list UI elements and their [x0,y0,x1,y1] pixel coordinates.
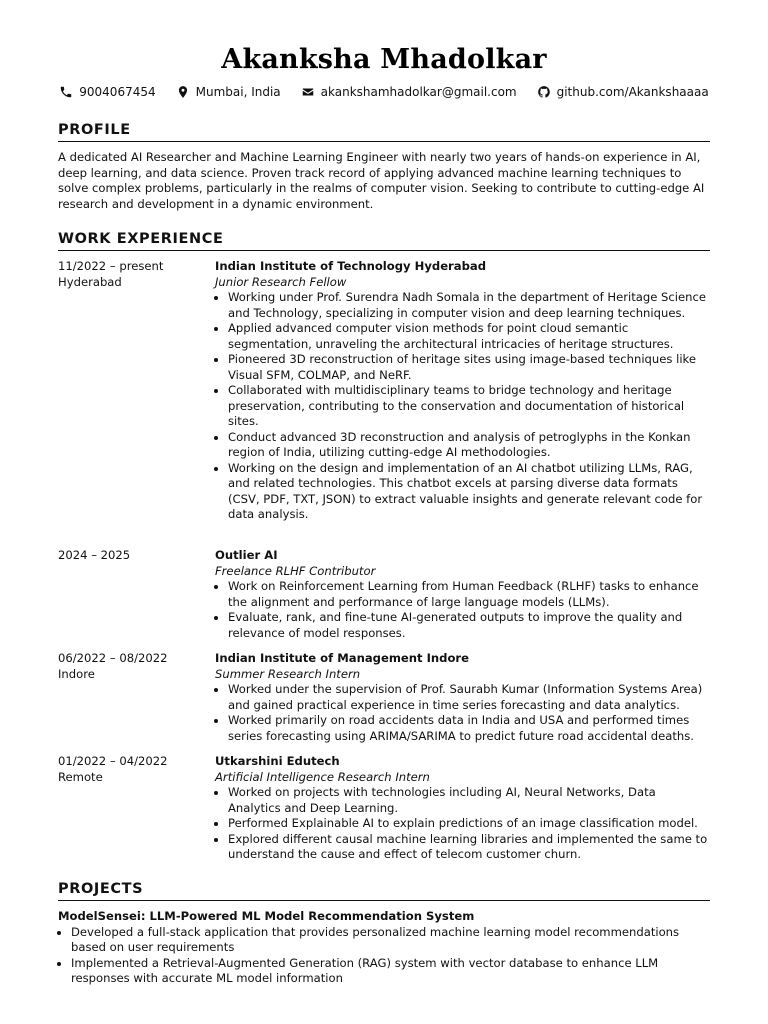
job-bullet: • Collaborated with multidisciplinary teams to bridge technology and heritage preservation, contributing to the conservation and documentation of historical sites. [228,383,710,430]
job-meta [58,548,215,641]
job-details [215,259,710,523]
job-bullet: • Worked under the supervision of Prof. Saurabh Kumar (Information Systems Area) and gained practical experience in time series forecasting and data analytics. [228,682,710,713]
section-title-projects: PROJECTS [58,880,710,901]
candidate-name: Akanksha Mhadolkar [221,44,547,75]
job-bullets [215,290,710,523]
job-organization: Indian Institute of Technology Hyderabad [215,259,487,273]
job-details [215,754,710,863]
job-organization: Utkarshini Edutech [215,754,340,768]
job-meta [58,651,215,744]
job-role: Summer Research Intern [215,666,361,681]
job-bullet: • Pioneered 3D reconstruction of heritage sites using image-based techniques like Visual SFM, COLMAP, and NeRF. [228,352,710,383]
project-bullet: • Developed a full-stack application that provides personalized machine learning model recommendations based on user requirements [71,925,710,956]
job-location: Remote [58,769,103,784]
job-entry [58,651,710,744]
profile-summary: A dedicated AI Researcher and Machine Learning Engineer with nearly two years of hands-on experience in AI, deep learning, and data science. Proven track record of applying advanced machine learning techniques to solve complex problems, particularly in the realms of computer vision. Seeking to contribute to cutting-edge AI research and development in a dynamic environment. [58,150,705,211]
github-icon [537,85,551,99]
job-dates: 2024 – 2025 [58,548,131,562]
job-meta [58,259,215,523]
job-bullets [215,785,710,863]
job-organization: Indian Institute of Management Indore [215,651,470,665]
project-bullets [58,925,710,987]
job-bullet: • Performed Explainable AI to explain predictions of an image classification model. [228,816,710,832]
job-entry [58,548,710,641]
job-bullet: • Worked primarily on road accidents data in India and USA and performed times series forecasting using ARIMA/SARIMA to predict future road accidental deaths. [228,713,710,744]
contact-email [301,84,517,100]
section-title-profile: PROFILE [58,121,710,142]
job-bullets [215,682,710,744]
job-bullet: • Worked on projects with technologies including AI, Neural Networks, Data Analytics and Deep Learning. [228,785,710,816]
location-text: Mumbai, India [195,85,281,99]
job-dates: 06/2022 – 08/2022 [58,651,168,665]
job-meta [58,754,215,863]
project-bullet: • Implemented a Retrieval-Augmented Generation (RAG) system with vector database to enhance LLM responses with accurate ML model information [71,956,710,987]
profile-section [58,121,710,212]
job-entry [58,259,710,523]
job-location: Hyderabad [58,274,122,289]
contact-location [176,84,281,100]
job-details [215,651,710,744]
email-link[interactable]: akankshamhadolkar@gmail.com [320,85,517,99]
job-bullet: • Working under Prof. Surendra Nadh Somala in the department of Heritage Science and Technology, specializing in computer vision and deep learning techniques. [228,290,710,321]
phone-icon [59,85,73,99]
envelope-icon [301,85,315,99]
project-title: ModelSensei: LLM-Powered ML Model Recommendation System [58,909,475,923]
contact-github [537,84,709,100]
job-role: Junior Research Fellow [215,274,347,289]
location-pin-icon [176,85,190,99]
job-location: Indore [58,666,95,681]
job-bullets [215,579,710,641]
job-organization: Outlier AI [215,548,278,562]
job-dates: 11/2022 – present [58,259,164,273]
job-role: Artificial Intelligence Research Intern [215,769,430,784]
projects-section [58,880,710,987]
job-details [215,548,710,641]
job-bullet: • Explored different causal machine learning libraries and implemented the same to understand the cause and effect of telecom customer churn. [228,832,710,863]
phone-number[interactable]: 9004067454 [79,85,156,99]
job-entry [58,754,710,863]
contact-phone [59,84,155,100]
work-experience-section [58,230,710,251]
job-bullet: • Evaluate, rank, and fine-tune AI-generated outputs to improve the quality and relevance of model responses. [228,610,710,641]
job-bullet: • Working on the design and implementation of an AI chatbot utilizing LLMs, RAG, and related technologies. This chatbot excels at parsing diverse data formats (CSV, PDF, TXT, JSON) to extract valuable insights and generate relevant code for data analysis. [228,461,710,523]
job-bullet: • Conduct advanced 3D reconstruction and analysis of petroglyphs in the Konkan region of India, utilizing cutting-edge AI methodologies. [228,430,710,461]
contact-bar [58,84,710,100]
job-role: Freelance RLHF Contributor [215,563,376,578]
github-link[interactable]: github.com/Akankshaaaa [556,85,709,99]
job-bullet: • Work on Reinforcement Learning from Human Feedback (RLHF) tasks to enhance the alignment and performance of large language models (LLMs). [228,579,710,610]
job-bullet: • Applied advanced computer vision methods for point cloud semantic segmentation, unraveling the architectural intricacies of heritage structures. [228,321,710,352]
section-title-work-experience: WORK EXPERIENCE [58,230,710,251]
job-dates: 01/2022 – 04/2022 [58,754,168,768]
